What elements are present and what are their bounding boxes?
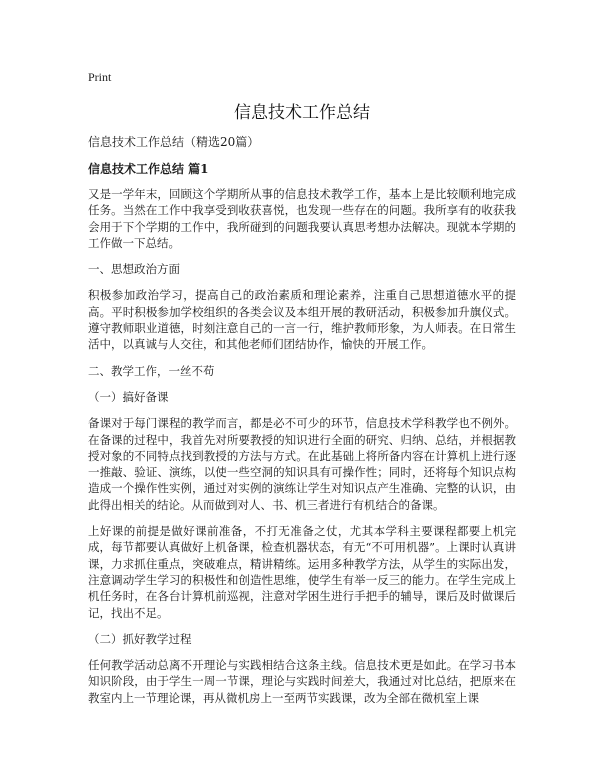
paragraph-preparation-1: 备课对于每门课程的教学而言，都是必不可少的环节，信息技术学科教学也不例外。在备课的过程中，我首先对所要教授的知识进行全面的研究、归纳、总结，并根据教授对象的不同特点找到教授的方法与方式。在此基础上将所备内容在计算机上进行逐一推敲、验证、演练，以使一些空洞的知识具有可操作性；同时，还将每个知识点构造成一个操作性实例，通过对实例的演练让学生对知识点产生准确、完整的认识，由此得出相关的结论。从而做到对人、书、机三者进行有机结合的备课。 [88,416,516,512]
heading-politics: 一、思想政治方面 [88,262,180,277]
paragraph-preparation-2: 上好课的前提是做好课前准备，不打无准备之仗，尤其本学科主要课程都要上机完成，每节都要认真做好上机备课，检查机器状态，有无“不可用机器”。上课时认真讲课，力求抓住重点，突破难点，精讲精练。运用多种教学方法，从学生的实际出发，注意调动学生学习的积极性和创造性思维，使学生有举一反三的能力。在学生完成上机任务时，在各台计算机前巡视，注意对学困生进行手把手的辅导，课后及时做课后记，找出不足。 [88,524,516,620]
section-heading: 信息技术工作总结 篇1 [88,162,209,176]
article-body [88,186,516,716]
print-link[interactable]: Print [88,70,112,84]
paragraph-intro: 又是一学年末，回顾这个学期所从事的信息技术教学工作，基本上是比较顺利地完成任务。当然在工作中我享受到收获喜悦，也发现一些存在的问题。我所享有的收获我会用于下个学期的工作中，我所碰到的问题我要认真思考想办法解决。现就本学期的工作做一下总结。 [88,187,516,250]
paragraph-politics: 积极参加政治学习，提高自己的政治素质和理论素养，注重自己思想道德水平的提高。平时积极参加学校组织的各类会议及本组开展的教研活动，积极参加升旗仪式。遵守教师职业道德，时刻注意自己的一言一行，维护教师形象，为人师表。在日常生活中，以真诚与人交往，和其他老师们团结协作，愉快的开展工作。 [88,288,516,352]
heading-process: （二）抓好教学过程 [88,631,192,646]
document-subtitle: 信息技术工作总结（精选20篇） [88,135,260,149]
paragraph-process: 任何教学活动总离不开理论与实践相结合这条主线。信息技术更是如此。在学习书本知识阶段，由于学生一周一节课，理论与实践时间差大，我通过对比总结，把原来在教室内上一节理论课，再从微机房上一至两节实践课，改为全部在微机室上课 [88,658,516,705]
heading-preparation: （一）搞好备课 [88,389,169,404]
heading-teaching: 二、教学工作，一丝不苟 [88,363,215,378]
page-title: 信息技术工作总结 [234,103,370,123]
